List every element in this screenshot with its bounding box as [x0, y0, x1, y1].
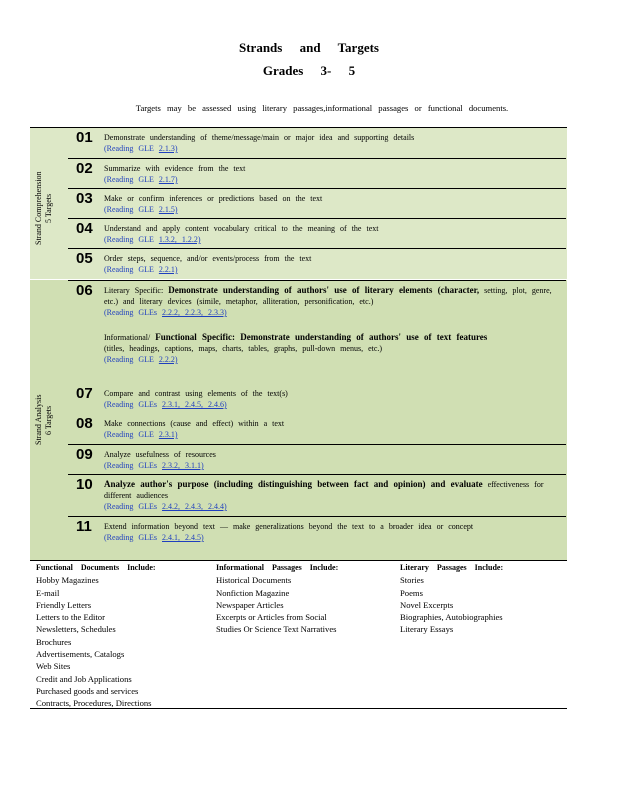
target-number: 09: [76, 446, 93, 463]
list-item: Advertisements, Catalogs: [36, 649, 125, 660]
target-row: [68, 384, 566, 414]
target-reference[interactable]: (Reading GLE 2.2.2): [104, 355, 178, 364]
target-row: [68, 188, 566, 219]
list-item: Nonfiction Magazine: [216, 587, 290, 598]
informational-passages-list: [216, 562, 396, 636]
list-item: Historical Documents: [216, 575, 292, 586]
list-item: Brochures: [36, 636, 72, 647]
target-text: (titles, headings, captions, maps, charts, tables, graphs, pull-down menus, etc.): [104, 344, 383, 353]
target-row: [68, 128, 566, 158]
target-reference[interactable]: (Reading GLE 2.3.1): [104, 430, 178, 439]
target-number: 08: [76, 415, 93, 432]
list-item: Poems: [400, 587, 423, 598]
target-number: 03: [76, 190, 93, 207]
target-text: Extend information beyond text — make generalizations beyond the text to a broader idea or concept: [104, 522, 474, 531]
page-title: Strands and Targets: [239, 40, 379, 55]
list-item: Contracts, Procedures, Directions: [36, 698, 152, 709]
target-reference[interactable]: (Reading GLE 2.2.1): [104, 265, 178, 274]
target-text: Summarize with evidence from the text: [104, 164, 246, 173]
target-text: Analyze author's purpose (including distinguishing between fact and opinion) and evaluate effectiveness for different audiences: [104, 479, 544, 500]
list-item: Stories: [400, 575, 424, 586]
list-item: Newspaper Articles: [216, 599, 284, 610]
target-number: 02: [76, 160, 93, 177]
target-row: [68, 248, 566, 280]
target-reference[interactable]: (Reading GLEs 2.4.2, 2.4.3, 2.4.4): [104, 502, 227, 511]
list-item: Newsletters, Schedules: [36, 624, 116, 635]
target-number: 11: [76, 518, 92, 535]
target-text: Informational/ Functional Specific: Demonstrate understanding of authors' use of text features: [104, 332, 488, 342]
functional-documents-list: [36, 562, 211, 710]
target-row: [68, 474, 566, 517]
list-item: Credit and Job Applications: [36, 673, 132, 684]
list-item: Purchased goods and services: [36, 685, 139, 696]
target-reference[interactable]: (Reading GLE 2.1.3): [104, 144, 178, 153]
target-row: [68, 280, 566, 385]
target-reference[interactable]: (Reading GLE 2.1.7): [104, 175, 178, 184]
list-heading: Literary Passages Include:: [400, 563, 504, 572]
list-heading: Informational Passages Include:: [216, 563, 339, 572]
list-item: Letters to the Editor: [36, 612, 105, 623]
target-row: [68, 158, 566, 189]
target-number: 07: [76, 385, 93, 402]
list-item: Web Sites: [36, 661, 71, 672]
divider: [30, 708, 567, 709]
literary-passages-list: [400, 562, 565, 636]
target-number: 06: [76, 282, 93, 299]
target-reference[interactable]: (Reading GLEs 2.2.2, 2.2.3, 2.3.3): [104, 308, 227, 317]
target-text: Compare and contrast using elements of the text(s): [104, 389, 288, 398]
strand-label: Strand Analysis 6 Targets: [34, 394, 53, 446]
target-text: Make or confirm inferences or predictions based on the text: [104, 194, 323, 203]
target-text: Analyze usefulness of resources: [104, 450, 216, 459]
target-text: Order steps, sequence, and/or events/process from the text: [104, 254, 312, 263]
list-item: Novel Excerpts: [400, 599, 454, 610]
target-text: Literary Specific: Demonstrate understanding of authors' use of literary elements (character, setting, plot, genre, etc.) and literary devices (simile, metaphor, alliteration, personification, etc.): [104, 285, 552, 306]
list-item: E-mail: [36, 587, 60, 598]
target-row: [68, 444, 566, 475]
list-item: Hobby Magazines: [36, 575, 99, 586]
target-reference[interactable]: (Reading GLEs 2.3.2, 3.1.1): [104, 461, 204, 470]
list-item: Literary Essays: [400, 624, 454, 635]
target-number: 05: [76, 250, 93, 267]
list-heading: Functional Documents Include:: [36, 563, 156, 572]
target-text: Make connections (cause and effect) within a text: [104, 419, 285, 428]
intro-text: Targets may be assessed using literary passages,informational passages or functional documents.: [135, 103, 509, 113]
target-reference[interactable]: (Reading GLEs 2.3.1, 2.4.5, 2.4.6): [104, 400, 227, 409]
target-row: [68, 414, 566, 444]
target-number: 01: [76, 129, 93, 146]
target-reference[interactable]: (Reading GLE 1.3.2, 1.2.2): [104, 235, 201, 244]
target-reference[interactable]: (Reading GLEs 2.4.1, 2.4.5): [104, 533, 204, 542]
target-text: Understand and apply content vocabulary critical to the meaning of the text: [104, 224, 379, 233]
page-subtitle: Grades 3- 5: [262, 63, 356, 78]
list-item: Excerpts or Articles from Social: [216, 612, 327, 623]
target-row: [68, 516, 566, 561]
target-text: Demonstrate understanding of theme/message/main or major idea and supporting details: [104, 133, 415, 142]
target-row: [68, 218, 566, 249]
target-number: 10: [76, 476, 93, 493]
divider: [30, 560, 567, 561]
list-item: Friendly Letters: [36, 599, 92, 610]
list-item: Studies Or Science Text Narratives: [216, 624, 337, 635]
target-reference[interactable]: (Reading GLE 2.1.5): [104, 205, 178, 214]
strand-label: Strand Comprehension 5 Targets: [34, 171, 53, 245]
target-number: 04: [76, 220, 93, 237]
list-item: Biographies, Autobiographies: [400, 612, 503, 623]
